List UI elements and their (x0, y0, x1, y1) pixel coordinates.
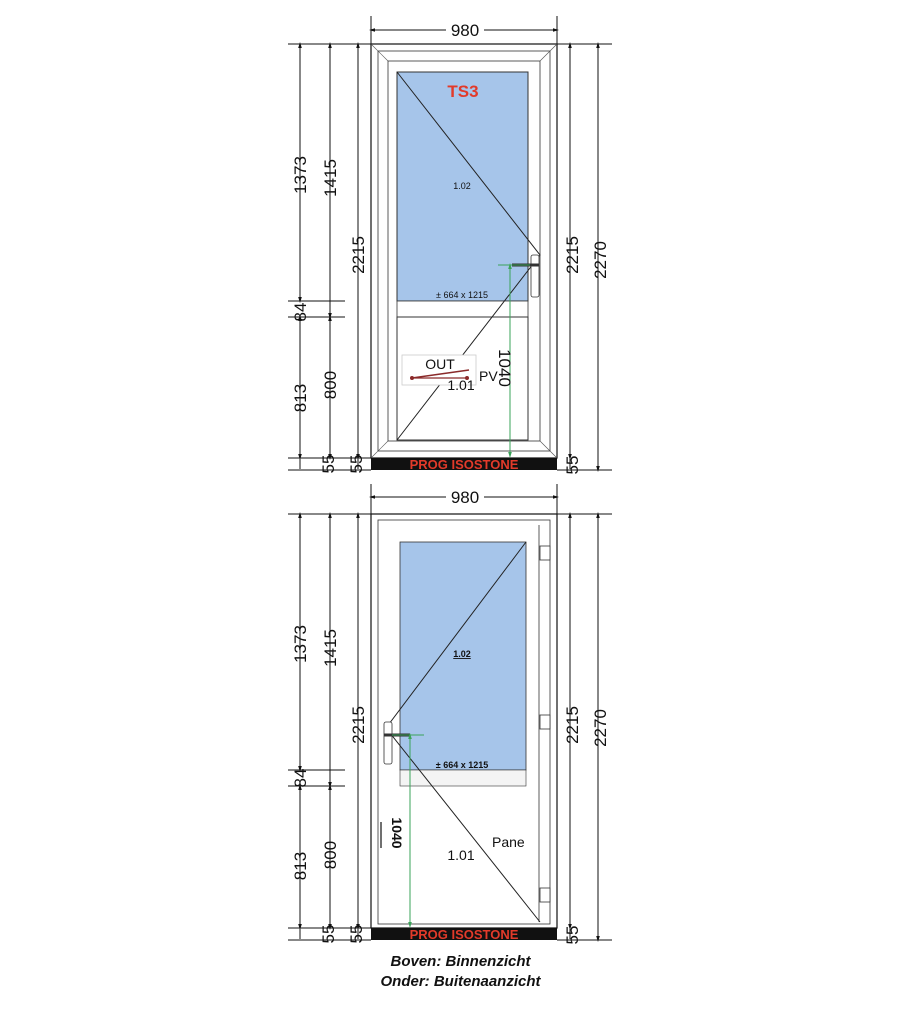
bottom-width-dimension (371, 484, 557, 514)
bottom-view (288, 484, 612, 944)
bottom-dim-84: 84 (291, 768, 310, 788)
top-dim-84: 84 (291, 302, 310, 322)
bottom-dim-overall: 2270 (591, 709, 610, 747)
top-width-label: 980 (450, 21, 480, 40)
bottom-handle-height-label: 1040 (389, 817, 405, 849)
top-dim-55-a: 55 (319, 454, 338, 474)
bottom-sill-label: PROG ISOSTONE (409, 927, 519, 942)
caption-exterior: Onder: Buitenaanzicht (380, 973, 541, 990)
top-dim-overall: 2270 (591, 241, 610, 279)
bottom-dim-1373: 1373 (291, 625, 310, 663)
top-handle-height-label: 1040 (495, 349, 514, 387)
top-dim-right-55: 55 (563, 455, 582, 475)
bottom-glass-size: ± 664 x 1215 (435, 760, 489, 770)
bottom-width-label: 980 (450, 488, 480, 507)
top-dim-1373: 1373 (291, 156, 310, 194)
top-brand-label: TS3 (447, 82, 479, 101)
top-sill-label: PROG ISOSTONE (409, 457, 519, 472)
top-dim-800: 800 (321, 370, 340, 400)
top-transom (397, 301, 528, 317)
top-dim-1415: 1415 (321, 159, 340, 197)
bottom-dim-55-a: 55 (319, 924, 338, 944)
top-width-dimension (371, 16, 557, 44)
top-dim-left-total: 2215 (349, 236, 368, 274)
top-glass-size: ± 664 x 1215 (436, 290, 488, 300)
top-out-label: OUT (425, 356, 455, 372)
top-dim-right-total: 2215 (563, 236, 582, 274)
bottom-transom (400, 770, 526, 786)
bottom-panel-label: Pane (492, 834, 525, 850)
top-panel-code: 1.01 (447, 377, 475, 393)
bottom-dim-left-total: 2215 (349, 706, 368, 744)
bottom-dim-1415: 1415 (321, 629, 340, 667)
top-dim-813: 813 (291, 383, 310, 413)
top-view (288, 16, 612, 474)
bottom-dim-right-total: 2215 (563, 706, 582, 744)
bottom-dim-55-b: 55 (347, 924, 366, 944)
top-glass-code: 1.02 (453, 181, 471, 191)
caption-interior: Boven: Binnenzicht (390, 953, 531, 970)
bottom-glass-code: 1.02 (453, 649, 471, 659)
top-dim-55-b: 55 (347, 454, 366, 474)
top-panel-label: PV (479, 368, 498, 384)
bottom-dim-800: 800 (321, 840, 340, 870)
bottom-dim-813: 813 (291, 851, 310, 881)
bottom-dim-right-55: 55 (563, 925, 582, 945)
bottom-panel-code: 1.01 (447, 847, 475, 863)
